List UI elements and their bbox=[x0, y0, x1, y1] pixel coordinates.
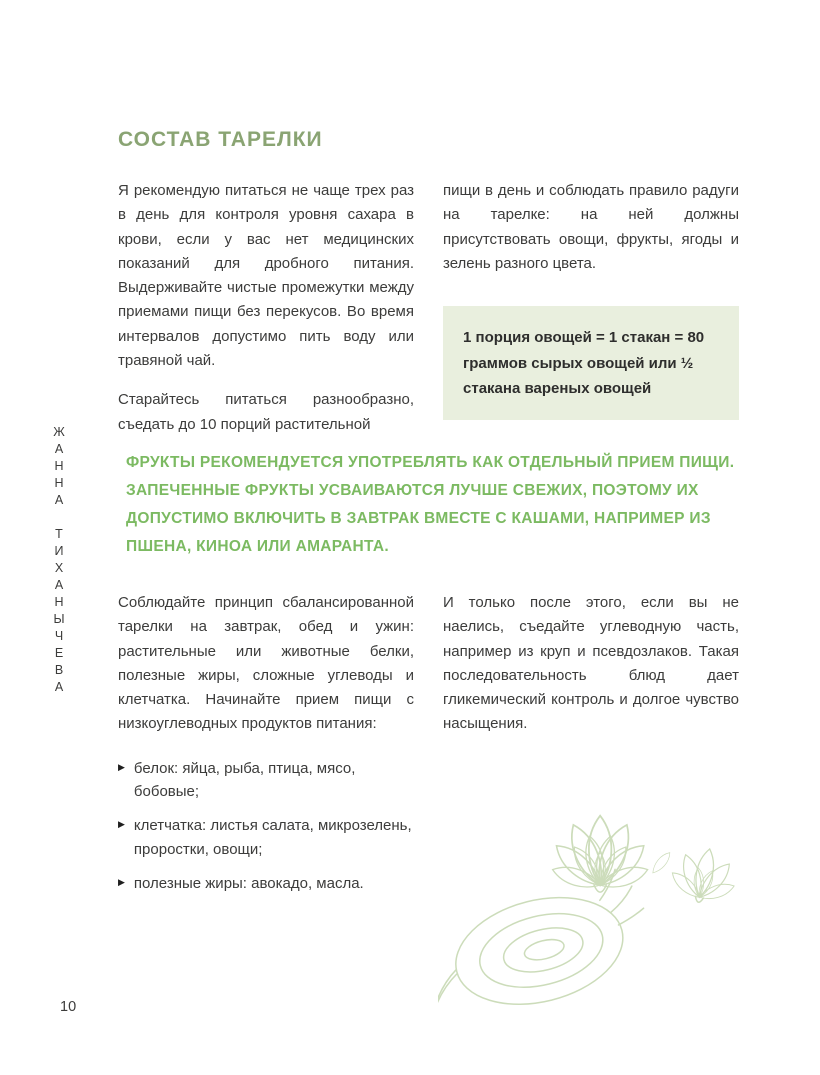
paragraph: пищи в день и соблюдать правило радуги на тарелке: на ней должны присутствовать овощи, фрукты, ягоды и зелень разного цвета. bbox=[443, 182, 739, 272]
bullet-text: полезные жиры: авокадо, масла. bbox=[133, 874, 364, 892]
section-right-column bbox=[443, 576, 739, 752]
bullet-text: клетчатка: листья салата, микрозелень, проростки, овощи; bbox=[133, 817, 412, 858]
section-left-column bbox=[118, 576, 414, 906]
info-box bbox=[443, 306, 739, 420]
bullet-text: белок: яйца, рыба, птица, мясо, бобовые; bbox=[133, 759, 356, 801]
bullet-list bbox=[118, 757, 414, 895]
paragraph: Старайтесь питаться разнообразно, съедать до 10 порций растительной bbox=[118, 391, 414, 433]
page-title: СОСТАВ ТАРЕЛКИ bbox=[118, 128, 323, 152]
bullet-item bbox=[118, 814, 414, 861]
triangle-bullet-icon: ▶ bbox=[118, 876, 125, 887]
triangle-bullet-icon: ▶ bbox=[118, 761, 125, 772]
highlight-text: ФРУКТЫ РЕКОМЕНДУЕТСЯ УПОТРЕБЛЯТЬ КАК ОТДЕЛЬНЫЙ ПРИЕМ ПИЩИ. ЗАПЕЧЕННЫЕ ФРУКТЫ УСВАИВАЮТСЯ ЛУЧШЕ СВЕЖИХ, ПОЭТОМУ ИХ ДОПУСТИМО ВКЛЮЧИТЬ В ЗАВТРАК ВМЕСТЕ С КАШАМИ, НАПРИМЕР ИЗ ПШЕНА, КИНОА ИЛИ АМАРАНТА. bbox=[126, 454, 735, 555]
paragraph: Я рекомендую питаться не чаще трех раз в день для контроля уровня сахара в крови, если у вас нет медицинских показаний для дробного питания. Выдерживайте чистые промежутки между приемами пищи без перекусов. Во время интервалов допустимо пить воду или травяной чай. bbox=[118, 182, 414, 370]
triangle-bullet-icon: ▶ bbox=[118, 819, 125, 830]
page-number: 10 bbox=[60, 999, 77, 1015]
author-vertical-text: ЖАННА ТИХАНЫЧЕВА bbox=[52, 425, 66, 697]
paragraph: И только после этого, если вы не наелись, съедайте углеводную часть, например из круп и псевдозлаков. Такая последовательность блюд дает гликемический контроль и долгое чувство насыщения. bbox=[443, 594, 739, 733]
artichoke-illustration bbox=[438, 742, 742, 1018]
bullet-item bbox=[118, 872, 414, 895]
paragraph: Соблюдайте принцип сбалансированной тарелки на завтрак, обед и ужин: растительные или животные белки, полезные жиры, сложные углеводы и клетчатка. Начинайте прием пищи с низкоуглеводных продуктов питания: bbox=[118, 594, 414, 733]
intro-left-column bbox=[118, 164, 414, 452]
intro-right-column bbox=[443, 164, 739, 291]
info-box-text: 1 порция овощей = 1 стакан = 80 граммов сырых овощей или ½ стакана вареных овощей bbox=[463, 329, 705, 397]
bullet-item bbox=[118, 757, 414, 804]
